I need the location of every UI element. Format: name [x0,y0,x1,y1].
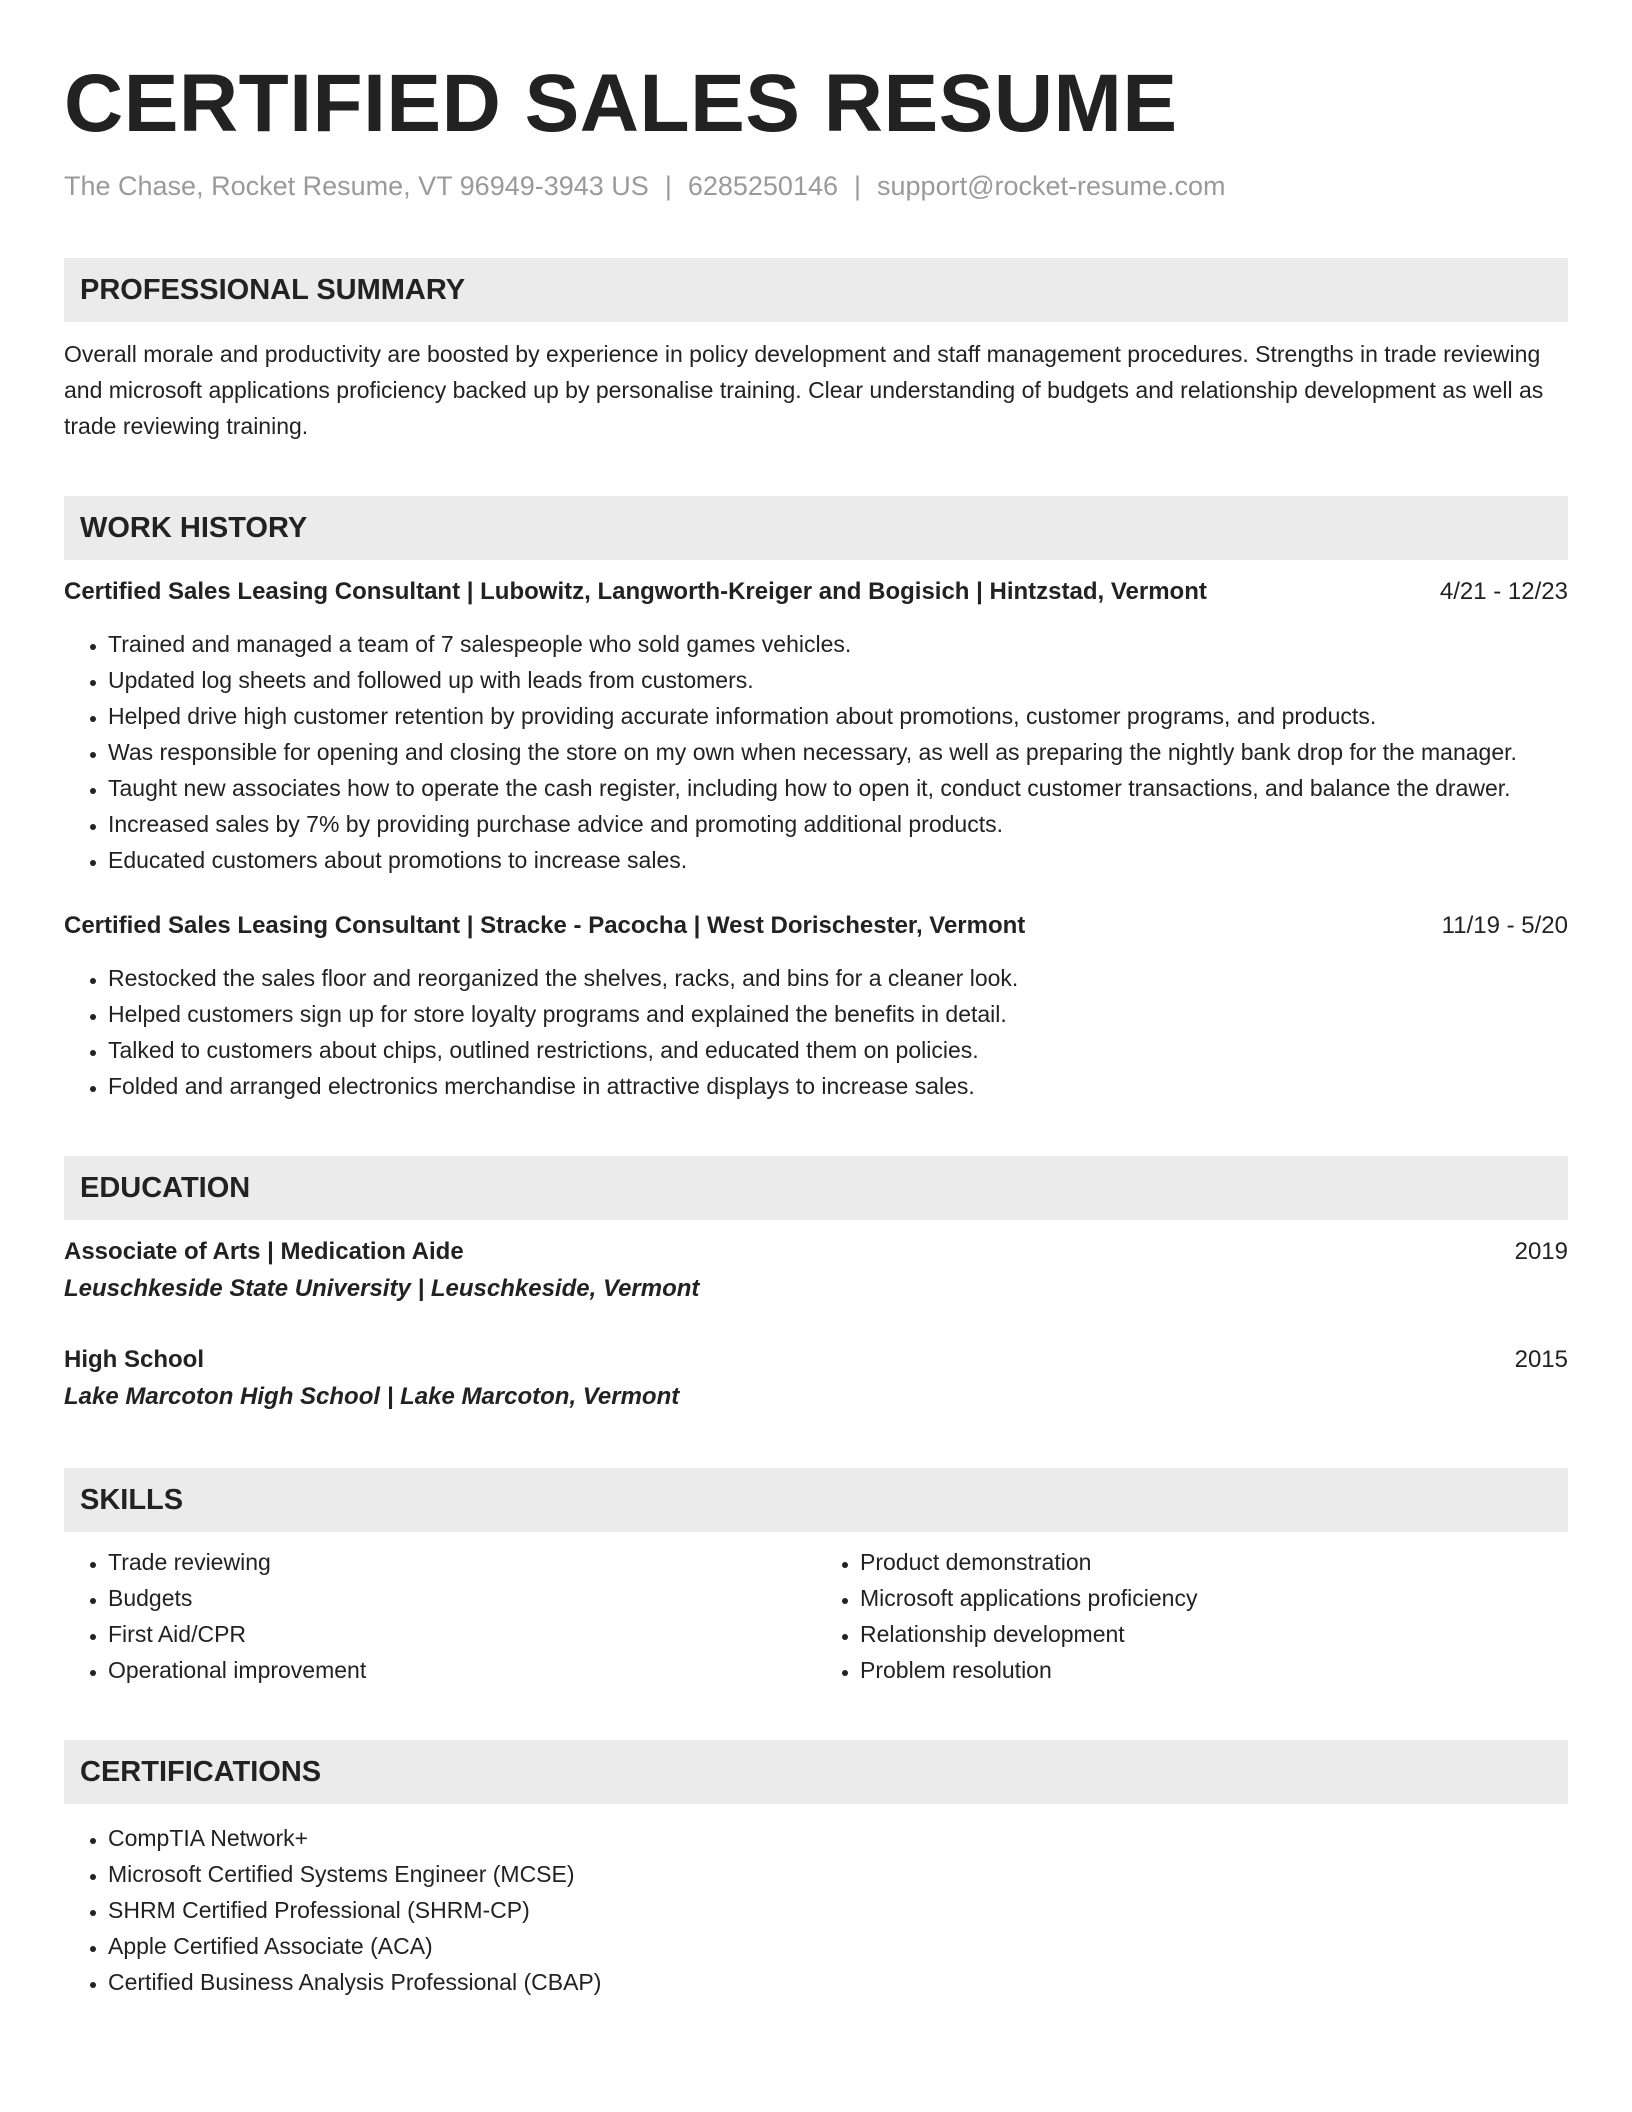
section-header-education: EDUCATION [64,1156,1568,1220]
job-entry [64,574,1568,878]
skill-item: • Microsoft applications proficiency [860,1580,1568,1616]
job-bullet: • Was responsible for opening and closing the store on my own when necessary, as well as preparing the nightly bank drop for the manager. [108,734,1568,770]
contact-email: support@rocket-resume.com [877,171,1226,201]
education-entry [64,1234,1568,1308]
contact-separator: | [854,171,862,201]
contact-line [64,166,1568,206]
certification-item: • Certified Business Analysis Professional (CBAP) [108,1964,1568,2000]
skills-column-left [64,1544,816,1688]
contact-separator: | [664,171,672,201]
job-bullet: • Talked to customers about chips, outlined restrictions, and educated them on policies. [108,1032,1568,1068]
job-header [64,574,1568,610]
job-bullet: • Folded and arranged electronics merchandise in attractive displays to increase sales. [108,1068,1568,1104]
certification-item: • Microsoft Certified Systems Engineer (MCSE) [108,1856,1568,1892]
job-bullets [64,960,1568,1104]
education-year: 2015 [1514,1346,1568,1373]
education-school: Lake Marcoton High School | Lake Marcoton, Vermont [64,1383,680,1410]
skill-item: • Relationship development [860,1616,1568,1652]
job-header [64,908,1568,944]
contact-phone: 6285250146 [687,171,838,201]
section-header-summary: PROFESSIONAL SUMMARY [64,258,1568,322]
job-bullet: • Increased sales by 7% by providing purchase advice and promoting additional products. [108,806,1568,842]
skills-grid [64,1544,1568,1688]
job-bullet: • Restocked the sales floor and reorganized the shelves, racks, and bins for a cleaner look. [108,960,1568,996]
skill-item: • Product demonstration [860,1544,1568,1580]
job-bullets [64,626,1568,878]
job-dates: 11/19 - 5/20 [1441,912,1568,939]
certification-item: • SHRM Certified Professional (SHRM-CP) [108,1892,1568,1928]
education-school: Leuschkeside State University | Leuschkeside, Vermont [64,1275,700,1302]
job-bullet: • Taught new associates how to operate the cash register, including how to open it, conduct customer transactions, and balance the drawer. [108,770,1568,806]
skill-item: • Operational improvement [108,1652,816,1688]
education-header [64,1234,1568,1270]
section-header-certifications: CERTIFICATIONS [64,1740,1568,1804]
skill-item: • Trade reviewing [108,1544,816,1580]
education-degree: Associate of Arts | Medication Aide [64,1238,464,1265]
skill-item: • Problem resolution [860,1652,1568,1688]
section-header-work-history: WORK HISTORY [64,496,1568,560]
education-header [64,1342,1568,1378]
job-title: Certified Sales Leasing Consultant | Stracke - Pacocha | West Dorischester, Vermont [64,912,1026,939]
contact-address: The Chase, Rocket Resume, VT 96949-3943 US [64,171,649,201]
education-entry [64,1342,1568,1416]
certification-item: • CompTIA Network+ [108,1820,1568,1856]
job-entry [64,908,1568,1104]
certification-item: • Apple Certified Associate (ACA) [108,1928,1568,1964]
job-bullet: • Updated log sheets and followed up with leads from customers. [108,662,1568,698]
job-bullet: • Educated customers about promotions to increase sales. [108,842,1568,878]
education-degree: High School [64,1346,204,1373]
job-bullet: • Helped drive high customer retention by providing accurate information about promotions, customer programs, and products. [108,698,1568,734]
job-title: Certified Sales Leasing Consultant | Lubowitz, Langworth-Kreiger and Bogisich | Hintzstad, Vermont [64,578,1207,605]
skill-item: • First Aid/CPR [108,1616,816,1652]
skills-column-right [816,1544,1568,1688]
resume-title: CERTIFIED SALES RESUME [64,58,1178,149]
job-bullet: • Trained and managed a team of 7 salespeople who sold games vehicles. [108,626,1568,662]
skill-item: • Budgets [108,1580,816,1616]
summary-text: Overall morale and productivity are boosted by experience in policy development and staff management procedures. Strengths in trade reviewing and microsoft applications proficiency backed up by personalise training. Clear understanding of budgets and relationship development as well as trade reviewing training. [64,341,1544,439]
section-header-skills: SKILLS [64,1468,1568,1532]
education-year: 2019 [1514,1238,1568,1265]
job-dates: 4/21 - 12/23 [1439,578,1568,605]
certifications-list [64,1820,1568,2000]
job-bullet: • Helped customers sign up for store loyalty programs and explained the benefits in detail. [108,996,1568,1032]
